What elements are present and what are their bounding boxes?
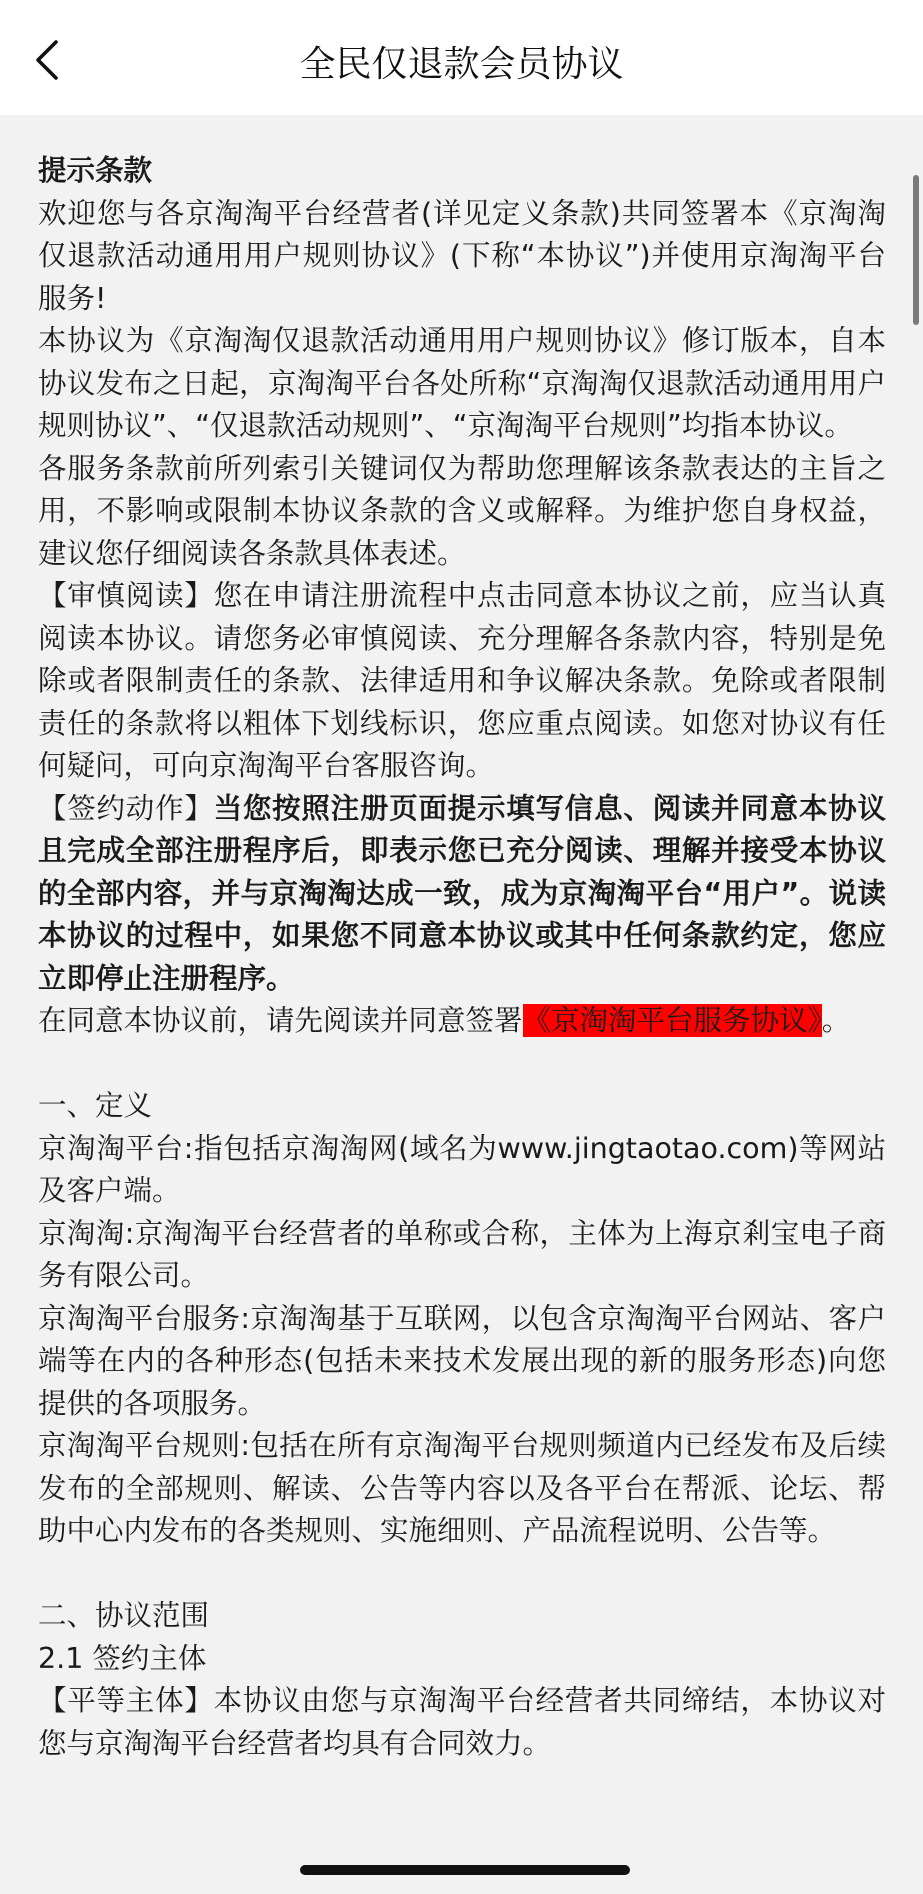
spacer bbox=[38, 1553, 886, 1596]
equal-party-paragraph bbox=[38, 1680, 886, 1765]
spacer bbox=[38, 1043, 886, 1086]
scrollbar[interactable] bbox=[913, 175, 919, 325]
definition-platform: 京淘淘平台:指包括京淘淘网(域名为www.jingtaotao.com)等网站及客户端。 bbox=[38, 1131, 886, 1207]
careful-reading-text: 您在申请注册流程中点击同意本协议之前，应当认真阅读本协议。请您务必审慎阅读、充分理解各条款内容，特别是免除或者限制责任的条款、法律适用和争议解决条款。免除或者限制责任的条款将以粗体下划线标识，您应重点阅读。如您对协议有任何疑问，可向京淘淘平台客服咨询。 bbox=[38, 579, 886, 782]
page-title: 全民仅退款会员协议 bbox=[299, 44, 624, 85]
definition-operator: 京淘淘:京淘淘平台经营者的单称或合称，主体为上海京剎宝电子商务有限公司。 bbox=[38, 1216, 886, 1292]
back-button[interactable] bbox=[22, 30, 72, 90]
agreement-content[interactable] bbox=[38, 150, 886, 1894]
service-agreement-link[interactable]: 《京淘淘平台服务协议》 bbox=[522, 1004, 822, 1037]
pre-link-text: 在同意本协议前，请先阅读并同意签署 bbox=[38, 1004, 523, 1037]
section-1-heading: 一、定义 bbox=[38, 1089, 153, 1122]
sign-action-text: 当您按照注册页面提示填写信息、阅读并同意本协议且完成全部注册程序后，即表示您已充分阅读、理解并接受本协议的全部内容，并与京淘淘达成一致，成为京淘淘平台“用户”。说读本协议的过程中，如果您不同意本协议或其中任何条款约定，您应立即停止注册程序。 bbox=[38, 791, 886, 995]
home-indicator[interactable] bbox=[300, 1865, 630, 1875]
chevron-left-icon bbox=[32, 38, 62, 82]
nav-bar bbox=[0, 0, 923, 115]
prompt-paragraph-1: 欢迎您与各京淘淘平台经营者(详见定义条款)共同签署本《京淘淘仅退款活动通用用户规则协议》(下称“本协议”)并使用京淘淘平台服务! bbox=[38, 196, 886, 315]
sign-action-label: 【签约动作】 bbox=[38, 791, 214, 825]
sign-action-paragraph bbox=[38, 788, 886, 1001]
definition-platform-service: 京淘淘平台服务:京淘淘基于互联网，以包含京淘淘平台网站、客户端等在内的各种形态(包括未来技术发展出现的新的服务形态)向您提供的各项服务。 bbox=[38, 1301, 886, 1420]
careful-reading-paragraph bbox=[38, 575, 886, 788]
prompt-paragraph-2: 本协议为《京淘淘仅退款活动通用用户规则协议》修订版本，自本协议发布之日起，京淘淘平台各处所称“京淘淘仅退款活动通用用户规则协议”、“仅退款活动规则”、“京淘淘平台规则”均指本协议。 bbox=[38, 324, 886, 442]
section-2-heading: 二、协议范围 bbox=[38, 1599, 210, 1632]
service-agreement-paragraph bbox=[38, 1000, 886, 1043]
prompt-heading: 提示条款 bbox=[38, 154, 153, 187]
equal-party-label: 【平等主体】 bbox=[38, 1684, 214, 1717]
definition-platform-rules: 京淘淘平台规则:包括在所有京淘淘平台规则频道内已经发布及后续发布的全部规则、解读、公告等内容以及各平台在帮派、论坛、帮助中心内发布的各类规则、实施细则、产品流程说明、公告等。 bbox=[38, 1429, 886, 1547]
subsection-2-1-heading: 2.1 签约主体 bbox=[38, 1641, 207, 1675]
equal-party-text: 本协议由您与京淘淘平台经营者共同缔结，本协议对您与京淘淘平台经营者均具有合同效力。 bbox=[38, 1684, 886, 1760]
post-link-text: 。 bbox=[821, 1004, 851, 1037]
careful-reading-label: 【审慎阅读】 bbox=[38, 579, 214, 612]
prompt-paragraph-3: 各服务条款前所列索引关键词仅为帮助您理解该条款表达的主旨之用，不影响或限制本协议条款的含义或解释。为维护您自身权益，建议您仔细阅读各条款具体表述。 bbox=[38, 451, 886, 570]
